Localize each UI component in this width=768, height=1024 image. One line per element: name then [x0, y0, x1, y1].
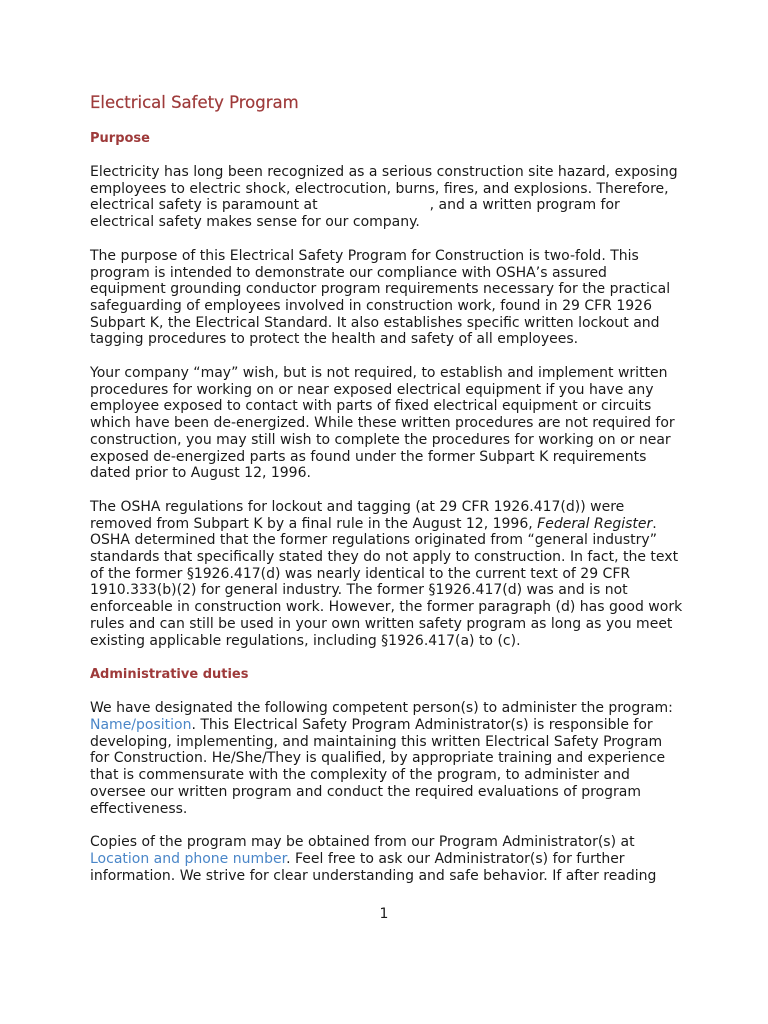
- text-line: existing applicable regulations, including §1926.417(a) to (c).: [90, 632, 521, 649]
- text-line: Subpart K, the Electrical Standard. It also establishes specific written lockout and: [90, 314, 660, 331]
- document-body: [90, 92, 690, 901]
- text-line: employee exposed to contact with parts of fixed electrical equipment or circuits: [90, 398, 652, 415]
- page-number: 1: [379, 906, 389, 922]
- text-fragment: , and a written program for: [429, 197, 620, 214]
- name-position-placeholder[interactable]: Name/position: [90, 716, 192, 733]
- paragraph-purpose-1: [90, 164, 690, 231]
- text-line: tagging procedures to protect the health and safety of all employees.: [90, 331, 579, 348]
- text-line: electrical safety makes sense for our company.: [90, 214, 420, 231]
- text-line: Copies of the program may be obtained from our Program Administrator(s) at: [90, 834, 635, 851]
- text-line: [90, 197, 690, 214]
- paragraph-purpose-2: [90, 248, 690, 348]
- paragraph-purpose-4: [90, 499, 690, 649]
- section-heading-purpose: Purpose: [90, 131, 150, 146]
- text-line: program is intended to demonstrate our compliance with OSHA’s assured: [90, 264, 607, 281]
- document-title: Electrical Safety Program: [90, 93, 299, 112]
- text-line: equipment grounding conductor program requirements necessary for the practical: [90, 281, 671, 298]
- text-line: Electricity has long been recognized as a serious construction site hazard, exposing: [90, 164, 678, 180]
- text-line: effectiveness.: [90, 800, 188, 817]
- paragraph-admin-2: [90, 834, 690, 884]
- text-line: standards that specifically stated they do not apply to construction. In fact, the text: [90, 549, 679, 566]
- text-line: for Construction. He/She/They is qualified, by appropriate training and experience: [90, 750, 666, 767]
- text-line: safeguarding of employees involved in construction work, found in 29 CFR 1926: [90, 297, 652, 314]
- text-fragment: . Feel free to ask our Administrator(s) for further: [286, 850, 625, 867]
- text-line: procedures for working on or near exposed electrical equipment if you have any: [90, 381, 654, 398]
- text-line: Your company “may” wish, but is not required, to establish and implement written: [90, 365, 668, 382]
- text-line: information. We strive for clear understanding and safe behavior. If after reading: [90, 867, 657, 884]
- text-line: rules and can still be used in your own written safety program as long as you meet: [90, 615, 673, 632]
- text-line: enforceable in construction work. However, the former paragraph (d) has good work: [90, 599, 683, 616]
- text-line: 1910.333(b)(2) for general industry. The former §1926.417(d) was and is not: [90, 582, 628, 599]
- paragraph-purpose-3: [90, 365, 690, 482]
- text-line: We have designated the following competent person(s) to administer the program:: [90, 700, 673, 717]
- location-phone-placeholder[interactable]: Location and phone number: [90, 850, 287, 867]
- text-line: The purpose of this Electrical Safety Program for Construction is two-fold. This: [90, 247, 639, 264]
- text-line: The OSHA regulations for lockout and tagging (at 29 CFR 1926.417(d)) were: [90, 498, 625, 515]
- text-line: employees to electric shock, electrocution, burns, fires, and explosions. Therefore,: [90, 180, 669, 197]
- text-line: dated prior to August 12, 1996.: [90, 465, 311, 482]
- text-line: which have been de-energized. While these written procedures are not required for: [90, 415, 675, 432]
- section-heading-administrative-duties: Administrative duties: [90, 667, 249, 683]
- text-line: of the former §1926.417(d) was nearly identical to the current text of 29 CFR: [90, 565, 631, 582]
- text-line: that is commensurate with the complexity of the program, to administer and: [90, 767, 630, 784]
- text-line: developing, implementing, and maintaining this written Electrical Safety Program: [90, 733, 663, 750]
- text-line: [90, 516, 690, 533]
- text-line: construction, you may still wish to complete the procedures for working on or near: [90, 431, 671, 448]
- text-fragment: electrical safety is paramount at: [90, 197, 318, 214]
- text-line: OSHA determined that the former regulations originated from “general industry”: [90, 532, 657, 549]
- paragraph-admin-1: [90, 700, 690, 817]
- text-fragment: removed from Subpart K by a final rule in the August 12, 1996,: [90, 515, 533, 532]
- text-line: oversee our written program and conduct the required evaluations of program: [90, 783, 641, 800]
- federal-register-italic: Federal Register: [537, 515, 653, 532]
- text-line: [90, 851, 690, 868]
- text-line: [90, 717, 690, 734]
- text-fragment: . This Electrical Safety Program Administrator(s) is responsible for: [191, 716, 653, 733]
- text-line: exposed de-energized parts as found under the former Subpart K requirements: [90, 448, 647, 465]
- text-fragment: .: [652, 515, 657, 532]
